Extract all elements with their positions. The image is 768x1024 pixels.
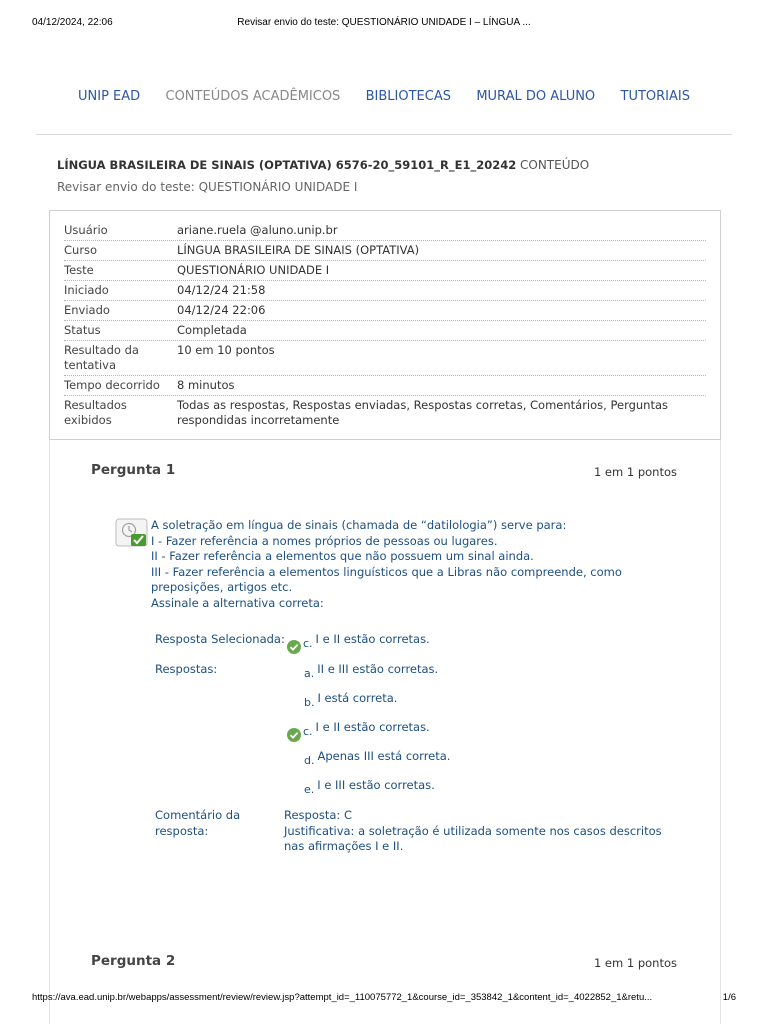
course-title[interactable]: LÍNGUA BRASILEIRA DE SINAIS (OPTATIVA) 6576-20_59101_R_E1_20242 (57, 158, 517, 172)
question-line: II - Fazer referência a elementos que não possuem um sinal ainda. (151, 549, 534, 563)
detail-row-iniciado (64, 281, 706, 301)
detail-label: Tempo decorrido (64, 378, 160, 392)
detail-row-enviado (64, 301, 706, 321)
detail-value: 10 em 10 pontos (177, 343, 275, 357)
answer-letter: d. (304, 754, 315, 767)
question-1-points: 1 em 1 pontos (593, 465, 677, 479)
answer-text: I e II estão corretas. (315, 720, 430, 734)
print-title: Revisar envio do teste: QUESTIONÁRIO UNIDADE I – LÍNGUA ... (237, 17, 531, 28)
nav-unip-ead[interactable]: UNIP EAD (78, 89, 141, 104)
detail-value: LÍNGUA BRASILEIRA DE SINAIS (OPTATIVA) (177, 243, 420, 257)
question-correct-icon (115, 518, 149, 548)
detail-value: Completada (177, 323, 247, 337)
question-2-points: 1 em 1 pontos (593, 956, 677, 970)
print-date: 04/12/2024, 22:06 (32, 17, 113, 28)
questions-area (49, 440, 721, 1024)
attempt-details-table (64, 221, 706, 430)
detail-value: 04/12/24 21:58 (177, 283, 266, 297)
detail-label: Resultado da tentativa (64, 343, 139, 372)
top-navigation (36, 80, 732, 114)
answer-text: II e III estão corretas. (317, 662, 439, 676)
detail-row-curso (64, 241, 706, 261)
detail-value: ariane.ruela @aluno.unip.br (177, 223, 338, 237)
detail-row-teste (64, 261, 706, 281)
answer-comment (284, 808, 664, 855)
answer-letter: c. (303, 725, 313, 738)
detail-row-resultados-exibidos (64, 396, 706, 430)
page-subtitle: Revisar envio do teste: QUESTIONÁRIO UNIDADE I (57, 180, 358, 194)
detail-row-tempo (64, 376, 706, 396)
print-header (32, 17, 736, 31)
question-2-title: Pergunta 2 (91, 953, 176, 969)
breadcrumb-conteudo[interactable]: CONTEÚDO (520, 158, 590, 172)
nav-tutoriais[interactable]: TUTORIAIS (620, 89, 690, 104)
detail-label: Usuário (64, 223, 108, 237)
detail-row-resultado (64, 341, 706, 376)
answer-option-a (304, 662, 439, 680)
answer-option-b (304, 691, 398, 709)
comment-label-line: resposta: (155, 823, 209, 838)
detail-label: Status (64, 323, 101, 337)
answer-text: Apenas III está correta. (317, 749, 451, 763)
nav-conteudos-academicos[interactable]: CONTEÚDOS ACADÊMICOS (165, 89, 341, 104)
detail-value: 8 minutos (177, 378, 235, 392)
detail-value: 04/12/24 22:06 (177, 303, 266, 317)
detail-label: Iniciado (64, 283, 109, 297)
comment-line: nas afirmações I e II. (284, 839, 404, 853)
answer-letter: e. (304, 783, 315, 796)
comment-label-line: Comentário da (155, 808, 241, 822)
answer-text: I e III estão corretas. (317, 778, 435, 792)
attempt-details (49, 210, 721, 440)
detail-label: Enviado (64, 303, 110, 317)
question-line: I - Fazer referência a nomes próprios de pessoas ou lugares. (151, 533, 498, 548)
answer-letter: a. (304, 667, 315, 680)
page-number: 1/6 (722, 992, 736, 1003)
comment-line: Justificativa: a soletração é utilizada somente nos casos descritos (284, 823, 662, 838)
question-line: preposições, artigos etc. (151, 580, 293, 594)
answer-option-c (303, 720, 430, 738)
question-line: A soletração em língua de sinais (chamada de “datilologia”) serve para: (151, 518, 567, 532)
detail-value: Todas as respostas, Respostas enviadas, Respostas corretas, Comentários, Perguntas respondidas incorretamente (177, 398, 669, 427)
detail-row-usuario (64, 221, 706, 241)
check-icon (287, 728, 301, 742)
detail-label: Curso (64, 243, 98, 257)
detail-value: QUESTIONÁRIO UNIDADE I (177, 263, 330, 277)
nav-bibliotecas[interactable]: BIBLIOTECAS (365, 89, 451, 104)
print-footer (32, 992, 736, 1006)
detail-row-status (64, 321, 706, 341)
comment-line: Resposta: C (284, 808, 352, 822)
selected-answer-label: Resposta Selecionada: (155, 632, 285, 646)
selected-answer (303, 632, 430, 650)
detail-label: Teste (64, 263, 94, 277)
answer-option-d (304, 749, 451, 767)
question-line: III - Fazer referência a elementos linguísticos que a Libras não compreende, como (151, 564, 622, 579)
detail-label: Resultados exibidos (64, 398, 127, 427)
answer-letter: b. (304, 696, 315, 709)
answer-text: I está correta. (317, 691, 398, 705)
question-1-text (151, 518, 621, 611)
nav-divider (36, 134, 732, 135)
check-icon (287, 640, 301, 654)
nav-mural-do-aluno[interactable]: MURAL DO ALUNO (476, 89, 596, 104)
answer-letter: c. (303, 637, 313, 650)
question-line: Assinale a alternativa correta: (151, 595, 324, 610)
answer-text: I e II estão corretas. (315, 632, 430, 646)
question-1-title: Pergunta 1 (91, 462, 176, 478)
page-url: https://ava.ead.unip.br/webapps/assessment/review/review.jsp?attempt_id=_110075772_1&course_id=_353842_1&content_id=_4022852_1&retu... (32, 992, 653, 1003)
answer-option-e (304, 778, 435, 796)
answers-label: Respostas: (155, 662, 218, 676)
comment-label (155, 808, 240, 839)
